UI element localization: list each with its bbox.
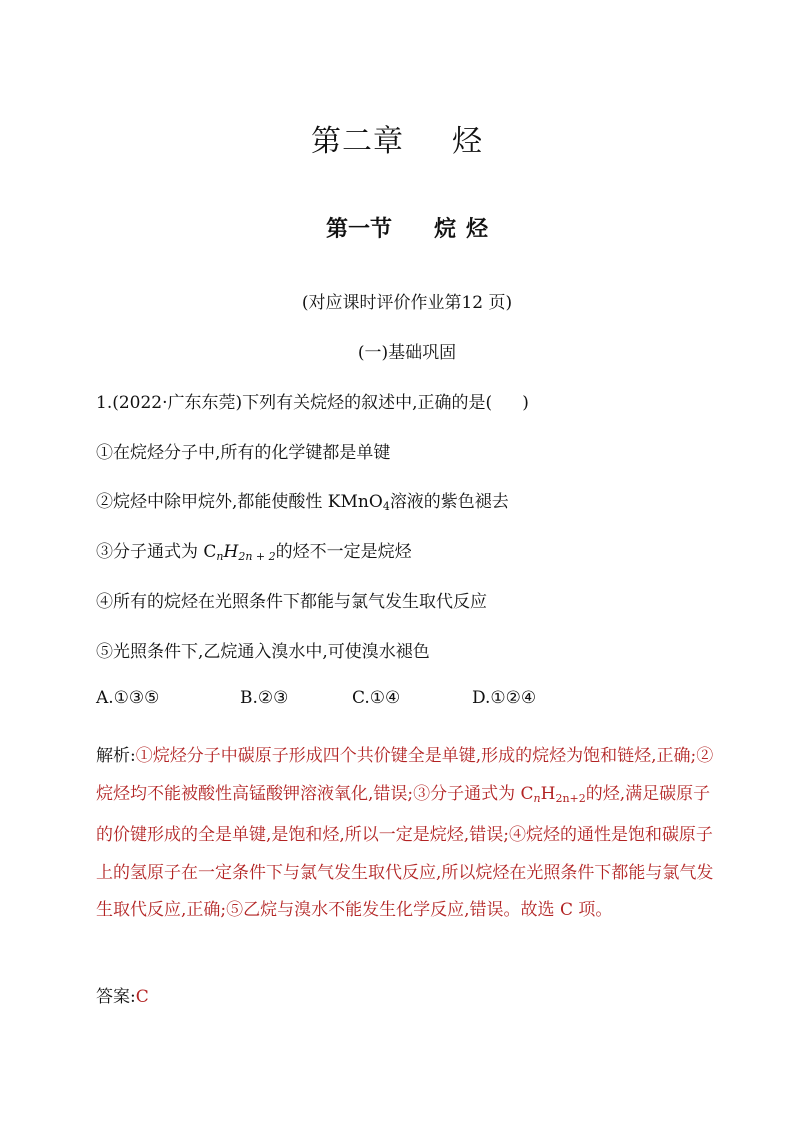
chapter-number: 第二章 — [311, 124, 404, 159]
statement-3-pre: ③分子通式为 C — [96, 542, 217, 562]
choice-c[interactable]: C.①④ — [352, 688, 401, 708]
statement-3-post: 的烃不一定是烷烃 — [275, 542, 412, 562]
statement-3 — [96, 537, 412, 563]
question-stem-text: 1.(2022·广东东莞)下列有关烷烃的叙述中,正确的是( — [96, 393, 493, 413]
section-title — [0, 212, 794, 243]
statement-1: ①在烷烃分子中,所有的化学键都是单键 — [96, 443, 391, 463]
analysis-formula-hydrogen: H — [540, 783, 556, 804]
homework-reference-note: (对应课时评价作业第12 页) — [301, 293, 513, 313]
analysis-formula-n: n — [533, 791, 541, 805]
chapter-topic: 烃 — [452, 124, 483, 159]
analysis-text-part-1: ①烷烃分子中碳原子形成四个共价键全是单键,形成的烷烃为饱和链烃,正确;②烷烃均不能被酸性高锰酸钾溶液氧化,错误;③分子通式为 C — [96, 746, 714, 804]
statement-2-post: 溶液的紫色褪去 — [389, 492, 509, 512]
chapter-title — [0, 116, 794, 160]
question-stem — [96, 388, 529, 413]
choice-a[interactable]: A.①③⑤ — [96, 688, 160, 708]
answer-value: C — [135, 987, 149, 1007]
statement-3-h-subscript: 2n + 2 — [238, 550, 276, 563]
analysis-block — [96, 738, 724, 930]
choice-d[interactable]: D.①②④ — [472, 688, 537, 708]
question-stem-close: ) — [522, 393, 529, 413]
answer-line — [96, 982, 149, 1007]
statement-5: ⑤光照条件下,乙烷通入溴水中,可使溴水褪色 — [96, 642, 430, 662]
analysis-label: 解析: — [96, 746, 136, 766]
section-topic-1: 烷 — [433, 217, 456, 242]
section-topic-2: 烃 — [466, 217, 489, 242]
analysis-formula-subscript: 2n+2 — [555, 791, 586, 805]
statement-3-hydrogen: H — [223, 542, 239, 562]
sub-section-title: (一)基础巩固 — [357, 343, 457, 363]
statement-4: ④所有的烷烃在光照条件下都能与氯气发生取代反应 — [96, 592, 487, 612]
statement-2 — [96, 487, 509, 513]
statement-3-n-subscript: n — [216, 550, 224, 563]
section-number: 第一节 — [325, 217, 392, 242]
analysis-text-part-2: 的烃,满足碳原子的价键形成的全是单键,是饱和烃,所以一定是烷烃,错误;④烷烃的通性是饱和碳原子上的氢原子在一定条件下与氯气发生取代反应,所以烷烃在光照条件下都能与氯气发生取代反应,正确;⑤乙烷与溴水不能发生化学反应,错误。故选 C 项。 — [96, 783, 714, 920]
statement-2-subscript: 4 — [382, 500, 390, 513]
answer-choices — [96, 688, 536, 708]
choice-b[interactable]: B.②③ — [240, 688, 289, 708]
answer-label: 答案: — [96, 987, 136, 1007]
statement-2-pre: ②烷烃中除甲烷外,都能使酸性 KMnO — [96, 492, 383, 512]
